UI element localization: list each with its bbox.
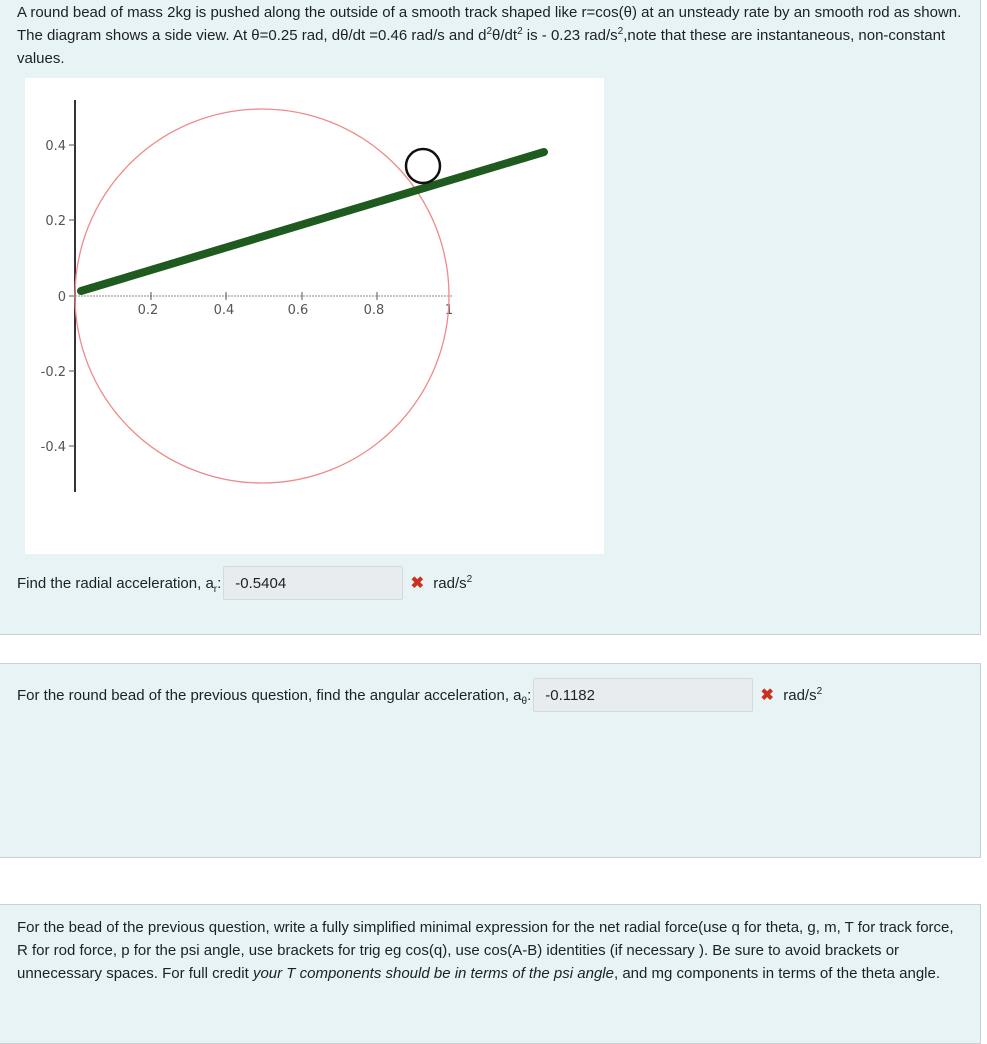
question-1-text: A round bead of mass 2kg is pushed along the outside of a smooth track shaped like r=cos(θ) at an unsteady rate by an smooth rod as shown. The diagram shows a side view. At θ=0.25 rad, dθ/dt =0.46 rad/s and $d^2\theta/dt^2$ is - 0.23 rad/$s^2,note$ that these are instantaneous, non-constant values. — [17, 4, 962, 67]
x-tick-label: 0.8 — [363, 303, 385, 318]
y-tick-label: 0.2 — [45, 214, 66, 229]
question-3-card — [0, 904, 981, 1044]
q2-unit: rad/$s^2$ — [783, 685, 823, 704]
incorrect-icon: ✖ — [760, 687, 774, 704]
bead — [406, 149, 440, 183]
question-3-text: For the bead of the previous question, write a fully simplified minimal expression for the net radial force(use q for theta, g, m, T for track force, R for rod force, p for the psi angle, use brackets for trig eg cos(q), use cos(A-B) identities (if necessary ). Be sure to avoid brackets or unnecessary spaces. For full credit your T components should be in terms of the psi angle, and mg components in terms of the theta angle. — [17, 919, 954, 982]
angular-acceleration-input[interactable] — [533, 678, 753, 712]
x-tick-label: 0.6 — [287, 303, 309, 318]
x-tick-label: 1 — [444, 303, 454, 318]
q2-prompt: For the round bead of the previous question, find the angular acceleration, $a_\theta$: — [17, 686, 532, 707]
question-2-card — [0, 663, 981, 858]
q1-unit: rad/$s^2$ — [433, 573, 473, 592]
x-tick-label: 0.4 — [213, 303, 235, 318]
rod — [81, 152, 544, 291]
y-tick-label: 0 — [57, 290, 66, 305]
incorrect-icon: ✖ — [410, 575, 424, 592]
y-tick-label: -0.4 — [40, 440, 66, 455]
x-tick-label: 0.2 — [137, 303, 159, 318]
y-tick-label: -0.2 — [40, 365, 66, 380]
y-tick-label: 0.4 — [45, 139, 66, 154]
q1-prompt: Find the radial acceleration, $a_r$: — [17, 574, 222, 595]
radial-acceleration-input[interactable] — [223, 566, 403, 600]
q1-answer-row — [17, 565, 472, 601]
q2-answer-row — [17, 677, 822, 713]
diagram-svg — [25, 78, 604, 554]
bead-track-diagram — [25, 78, 604, 554]
